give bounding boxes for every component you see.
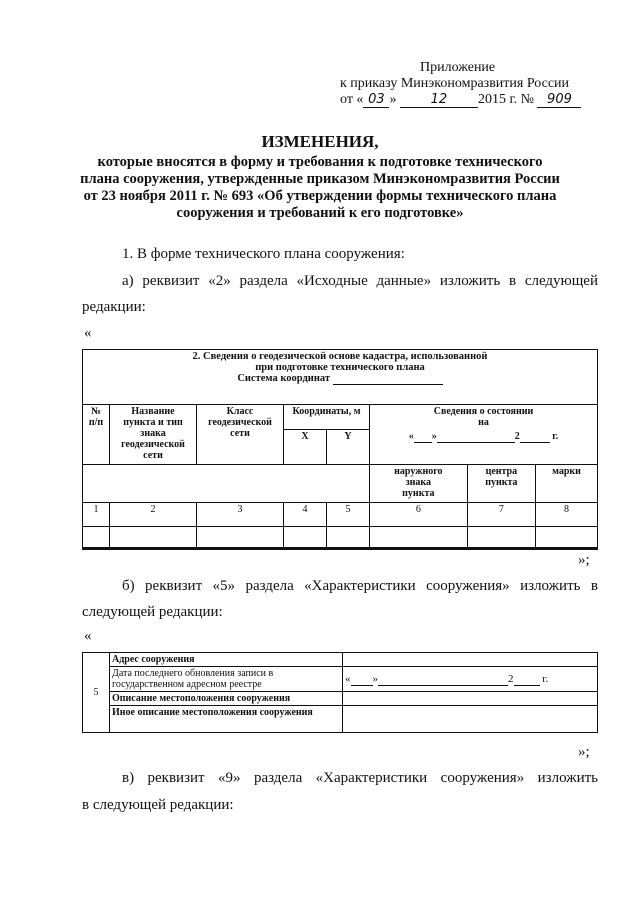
col-y: Y (327, 430, 370, 465)
open-quote-2: « (84, 628, 92, 644)
col-x: X (284, 430, 327, 465)
appendix-date-line: от « 03 » 12 2015 г. № 909 (340, 92, 600, 108)
close-quote-2: »; (578, 744, 590, 760)
appendix-day: 03 (363, 92, 389, 108)
appendix-month: 12 (400, 92, 478, 108)
item-a-line2: редакции: (82, 299, 146, 315)
location-label: Описание местоположения сооружения (110, 692, 343, 706)
appendix-order: к приказу Минэкономразвития России (340, 76, 570, 91)
structure-table-num: 5 (83, 653, 110, 733)
sub-mark: марки (536, 465, 598, 503)
other-location-label: Иное описание местоположения сооружения (110, 706, 343, 733)
address-label: Адрес сооружения (110, 653, 343, 667)
geodetic-table-title: 2. Сведения о геодезической основе кадастра, использованной при подготовке технического плана Система координат (83, 350, 598, 405)
col-name: Название пункта и тип знака геодезической сети (110, 404, 197, 464)
appendix-title: Приложение (420, 60, 496, 75)
table-row (83, 527, 598, 549)
appendix-number: 909 (537, 92, 581, 108)
item-a-line1: а) реквизит «2» раздела «Исходные данные» изложить в следующей (122, 273, 598, 289)
table-row: 1 2 3 4 5 6 7 8 (83, 503, 598, 527)
sub-center: центра пункта (467, 465, 535, 503)
close-quote-1: »; (578, 552, 590, 568)
item-b-line2: следующей редакции: (82, 604, 223, 620)
sub-outer-sign: наружного знака пункта (370, 465, 468, 503)
page-title: ИЗМЕНЕНИЯ, (261, 132, 379, 151)
page-subtitle: которые вносятся в форму и требования к подготовке технического плана сооружения, утвержденные приказом Минэкономразвития России от 23 ноября 2011 г. № 693 «Об утверждении формы технического плана сооружения и требований к его подготовке» (80, 154, 560, 221)
update-date-value: « » 2 г. (343, 667, 598, 692)
table-bottom-rule (82, 547, 598, 550)
update-date-label: Дата последнего обновления записи в государственном адресном реестре (110, 667, 343, 692)
appendix-header (340, 60, 600, 108)
structure-table (82, 652, 598, 733)
item-b-line1: б) реквизит «5» раздела «Характеристики сооружения» изложить в (122, 578, 598, 594)
col-num: № п/п (83, 404, 110, 464)
item-1: 1. В форме технического плана сооружения: (122, 246, 405, 262)
geodetic-table (82, 349, 598, 549)
col-class: Класс геодезической сети (197, 404, 284, 464)
col-state: Сведения о состоянии на « » 2 г. (370, 404, 598, 464)
col-coords: Координаты, м (284, 404, 370, 430)
open-quote-1: « (84, 325, 92, 341)
item-v-line2: в следующей редакции: (82, 797, 234, 813)
item-v-line1: в) реквизит «9» раздела «Характеристики сооружения» изложить (122, 770, 598, 786)
